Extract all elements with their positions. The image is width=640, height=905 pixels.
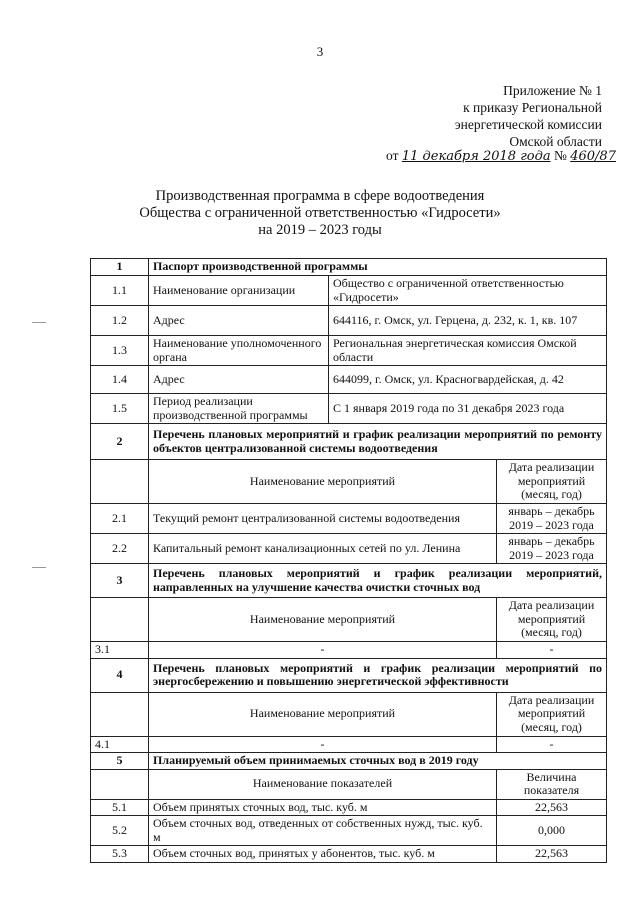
appendix-header <box>455 82 602 150</box>
table-row <box>91 394 607 424</box>
order-number-label: № <box>553 148 567 163</box>
row-value: 644116, г. Омск, ул. Герцена, д. 232, к. 1, кв. 107 <box>329 306 607 336</box>
order-date-line <box>386 148 616 164</box>
row-number: 4.1 <box>91 736 149 753</box>
section-4-header <box>91 658 607 692</box>
table-row <box>91 276 607 306</box>
row-number: 5.3 <box>91 846 149 863</box>
table-row <box>91 306 607 336</box>
row-number: 2.2 <box>91 534 149 564</box>
empty-cell <box>91 692 149 736</box>
row-name: Объем принятых сточных вод, тыс. куб. м <box>149 799 497 816</box>
row-name: Объем сточных вод, отведенных от собственных нужд, тыс. куб. м <box>149 816 497 846</box>
row-label: Наименование организации <box>149 276 329 306</box>
empty-cell <box>91 769 149 799</box>
section-1-title: Паспорт производственной программы <box>149 259 607 276</box>
column-header-date: Дата реализации мероприятий (месяц, год) <box>497 598 607 642</box>
table-row <box>91 736 607 753</box>
row-value: Общество с ограниченной ответственностью «Гидросети» <box>329 276 607 306</box>
section-2-column-header <box>91 460 607 504</box>
appendix-line-region: Омской области <box>509 134 602 149</box>
row-number: 3.1 <box>91 642 149 659</box>
column-header-value: Величина показателя <box>497 769 607 799</box>
section-3-header <box>91 564 607 598</box>
section-3-number: 3 <box>91 564 149 598</box>
row-date: январь – декабрь 2019 – 2023 года <box>497 504 607 534</box>
section-1-number: 1 <box>91 259 149 276</box>
table-row <box>91 846 607 863</box>
row-name: - <box>149 736 497 753</box>
column-header-date: Дата реализации мероприятий (месяц, год) <box>497 460 607 504</box>
table-row <box>91 816 607 846</box>
section-1-header <box>91 259 607 276</box>
appendix-line-order: к приказу Региональной <box>463 100 602 115</box>
column-header-name: Наименование показателей <box>149 769 497 799</box>
row-number: 1.3 <box>91 336 149 366</box>
row-label: Адрес <box>149 366 329 394</box>
empty-cell <box>91 460 149 504</box>
section-3-column-header <box>91 598 607 642</box>
table-row <box>91 366 607 394</box>
scan-margin-mark <box>32 322 46 323</box>
row-number: 5.1 <box>91 799 149 816</box>
section-5-header <box>91 753 607 770</box>
column-header-date: Дата реализации мероприятий (месяц, год) <box>497 692 607 736</box>
row-name: Объем сточных вод, принятых у абонентов, тыс. куб. м <box>149 846 497 863</box>
page-number: 3 <box>316 44 324 59</box>
section-2-title: Перечень плановых мероприятий и график реализации мероприятий по ремонту объектов централизованной системы водоотведения <box>149 424 607 460</box>
column-header-name: Наименование мероприятий <box>149 692 497 736</box>
order-date-handwritten: 11 декабря 2018 года <box>401 149 551 164</box>
table-row <box>91 642 607 659</box>
section-3-title: Перечень плановых мероприятий и график реализации мероприятий, направленных на улучшение качества очистки сточных вод <box>149 564 607 598</box>
column-header-name: Наименование мероприятий <box>149 598 497 642</box>
section-5-title: Планируемый объем принимаемых сточных вод в 2019 году <box>149 753 607 770</box>
row-value: 22,563 <box>497 799 607 816</box>
row-value: Региональная энергетическая комиссия Омской области <box>329 336 607 366</box>
row-value: 0,000 <box>497 816 607 846</box>
column-header-name: Наименование мероприятий <box>149 460 497 504</box>
row-date: - <box>497 642 607 659</box>
section-5-column-header <box>91 769 607 799</box>
appendix-line-commission: энергетической комиссии <box>454 117 602 132</box>
row-date: - <box>497 736 607 753</box>
empty-cell <box>91 598 149 642</box>
document-title <box>0 188 640 239</box>
section-2-header <box>91 424 607 460</box>
title-line-3: на 2019 – 2023 годы <box>258 222 382 238</box>
section-4-number: 4 <box>91 658 149 692</box>
row-value: 22,563 <box>497 846 607 863</box>
row-number: 1.1 <box>91 276 149 306</box>
section-4-column-header <box>91 692 607 736</box>
table-row <box>91 799 607 816</box>
row-date: январь – декабрь 2019 – 2023 года <box>497 534 607 564</box>
row-number: 1.5 <box>91 394 149 424</box>
row-name: Текущий ремонт централизованной системы водоотведения <box>149 504 497 534</box>
title-line-2: Общества с ограниченной ответственностью «Гидросети» <box>139 205 501 221</box>
order-from-label: от <box>386 148 399 163</box>
scan-margin-mark <box>32 567 46 568</box>
row-number: 1.2 <box>91 306 149 336</box>
table-row <box>91 336 607 366</box>
order-number-handwritten: 460/87 <box>570 149 616 164</box>
row-name: - <box>149 642 497 659</box>
row-label: Адрес <box>149 306 329 336</box>
row-name: Капитальный ремонт канализационных сетей по ул. Ленина <box>149 534 497 564</box>
row-value: 644099, г. Омск, ул. Красногвардейская, д. 42 <box>329 366 607 394</box>
table-row <box>91 534 607 564</box>
row-number: 2.1 <box>91 504 149 534</box>
table-row <box>91 504 607 534</box>
section-5-number: 5 <box>91 753 149 770</box>
appendix-title: Приложение № 1 <box>503 83 602 98</box>
row-label: Наименование уполномоченного органа <box>149 336 329 366</box>
section-2-number: 2 <box>91 424 149 460</box>
row-label: Период реализации производственной программы <box>149 394 329 424</box>
production-program-table <box>90 258 607 863</box>
row-number: 5.2 <box>91 816 149 846</box>
row-value: С 1 января 2019 года по 31 декабря 2023 года <box>329 394 607 424</box>
section-4-title: Перечень плановых мероприятий и график реализации мероприятий по энергосбережению и повышению энергетической эффективности <box>149 658 607 692</box>
row-number: 1.4 <box>91 366 149 394</box>
title-line-1: Производственная программа в сфере водоотведения <box>155 188 485 204</box>
